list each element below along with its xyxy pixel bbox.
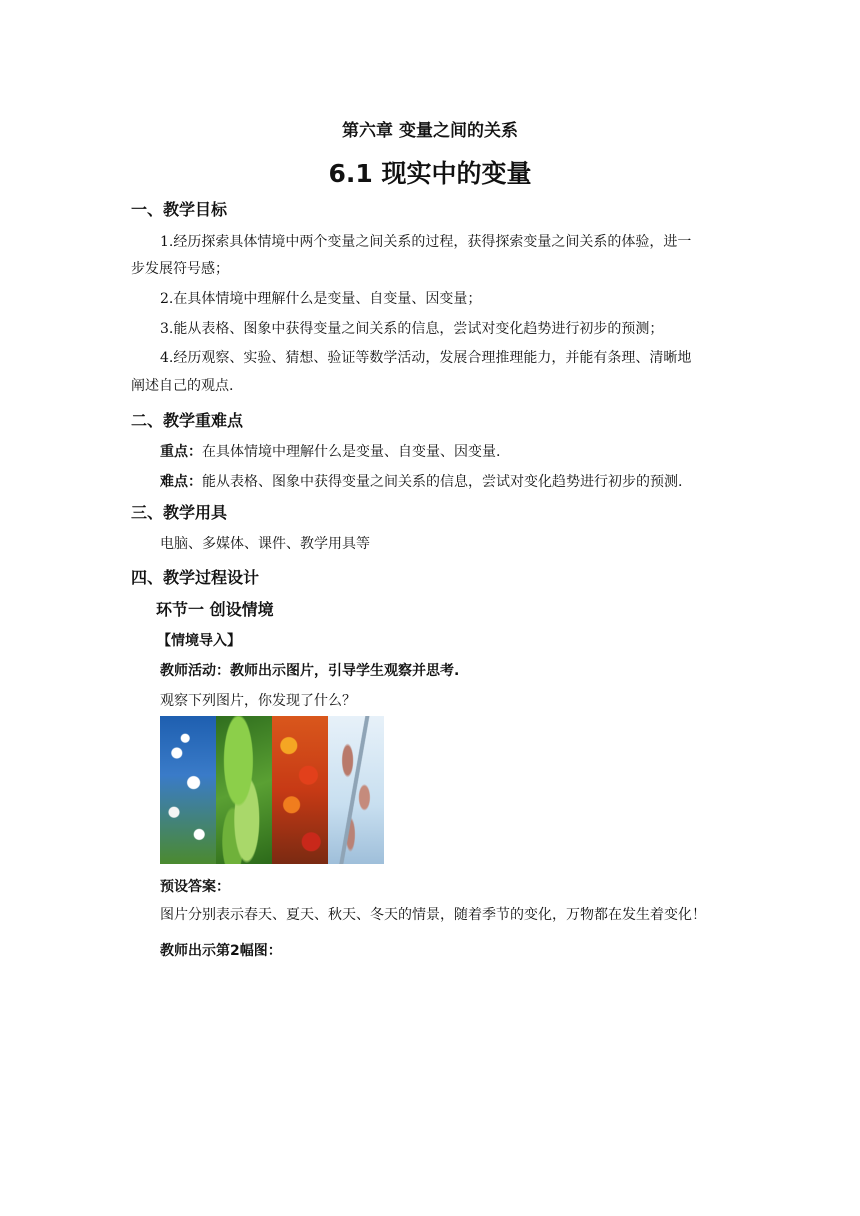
objective-4-line2: 阐述自己的观点. [131,378,234,394]
chapter-title: 第六章 变量之间的关系 [342,121,518,141]
heading-tools: 三、教学用具 [131,503,228,522]
difficulty-text: 能从表格、图象中获得变量之间关系的信息，尝试对变化趋势进行初步的预测. [202,474,683,490]
heading-objectives: 一、教学目标 [131,200,228,219]
heading-process: 四、教学过程设计 [131,568,260,587]
difficulty-label: 难点： [160,474,202,490]
focus-line [160,441,500,461]
scenario-intro-tag: 【情境导入】 [157,633,241,649]
objective-1-line1: 1.经历探索具体情境中两个变量之间关系的过程，获得探索变量之间关系的体验，进一 [160,234,692,250]
objective-4-line1: 4.经历观察、实验、猜想、验证等数学活动，发展合理推理能力，并能有条理、清晰地 [160,350,692,366]
preset-answer-text: 图片分别表示春天、夏天、秋天、冬天的情景，随着季节的变化，万物都在发生着变化！ [160,907,706,923]
section-title: 6.1 现实中的变量 [328,159,532,188]
teacher-activity: 教师活动：教师出示图片，引导学生观察并思考. [160,663,460,679]
preset-answer-label: 预设答案： [160,879,230,895]
heading-key-points: 二、教学重难点 [131,411,244,430]
objective-1-line2: 步发展符号感； [131,261,229,277]
difficulty-line [160,471,682,491]
winter-panel [328,716,384,864]
stage-1-title: 环节一 创设情境 [156,600,274,619]
spring-panel [160,716,216,864]
focus-text: 在具体情境中理解什么是变量、自变量、因变量. [202,444,501,460]
autumn-panel [272,716,328,864]
objective-2: 2.在具体情境中理解什么是变量、自变量、因变量； [160,291,482,307]
focus-label: 重点： [160,444,202,460]
objective-3: 3.能从表格、图象中获得变量之间关系的信息，尝试对变化趋势进行初步的预测； [160,321,664,337]
observe-question: 观察下列图片，你发现了什么？ [160,693,356,709]
teacher-show-figure-2: 教师出示第2幅图： [160,943,282,959]
tools-text: 电脑、多媒体、课件、教学用具等 [160,536,370,552]
four-seasons-image [160,716,384,864]
summer-panel [216,716,272,864]
